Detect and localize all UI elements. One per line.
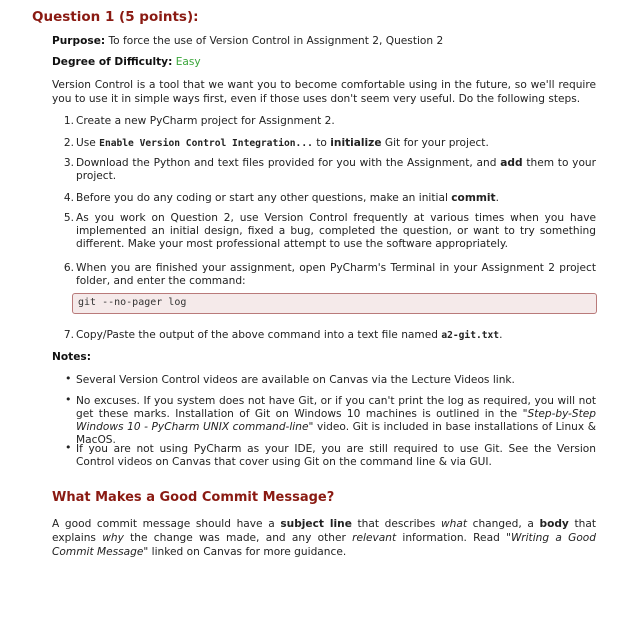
notes-heading: Notes: [52, 351, 91, 363]
difficulty-value: Easy [175, 56, 201, 68]
note-text: Several Version Control videos are available on Canvas via the Lecture Videos link. [76, 374, 515, 386]
step-text: Copy/Paste the output of the above command into a text file named a2-git.txt. [76, 329, 503, 341]
step-number: 6. [63, 262, 74, 274]
purpose-label: Purpose: [52, 35, 106, 47]
note-text: If you are not using PyCharm as your IDE, you are still required to use Git. See the Version Control videos on Canvas that cover using Git on the command line & via GUI. [76, 443, 596, 468]
bullet-icon: • [65, 441, 72, 454]
step-number: 1. [63, 115, 74, 127]
step-number: 2. [63, 137, 74, 149]
difficulty-label: Degree of Difficulty: [52, 56, 173, 68]
step-text: Create a new PyCharm project for Assignment 2. [76, 115, 335, 127]
menu-command-code: Enable Version Control Integration... [99, 138, 313, 149]
step-text: Download the Python and text files provided for you with the Assignment, and add them to your project. [76, 157, 597, 182]
filename-code: a2-git.txt [441, 330, 500, 341]
purpose-text: To force the use of Version Control in Assignment 2, Question 2 [108, 35, 444, 47]
step-number: 7. [63, 329, 74, 341]
commit-message-paragraph: A good commit message should have a subject line that describes what changed, a body that explains why the change was made, and any other relevant information. Read "Writing a Good Commit Message" linked on Canvas for more guidance. [52, 518, 597, 558]
purpose-line [52, 35, 443, 47]
intro-paragraph: Version Control is a tool that we want you to become comfortable using in the future, so we'll require you to use it in simple ways first, even if those uses don't seem very useful. Do the following steps. [52, 79, 596, 105]
bullet-icon: • [65, 393, 72, 406]
step-text: As you work on Question 2, use Version Control frequently at various times when you have implemented an initial design, fixed a bug, completed the question, or want to try something different. Make your most professional attempt to use the software appropriately. [76, 212, 596, 250]
question-title: Question 1 (5 points): [32, 9, 199, 25]
difficulty-line [52, 56, 201, 68]
bullet-icon: • [65, 372, 72, 385]
step-number: 4. [63, 192, 74, 204]
commit-message-heading: What Makes a Good Commit Message? [52, 490, 335, 505]
note-text: No excuses. If you system does not have Git, or if you can't print the log as required, you will not get these marks. Installation of Git on Windows 10 machines is outlined in the "Step-by-Step Windows 10 - PyCharm UNIX command-line" video. Git is included in base installations of Linux & MacOS. [76, 395, 596, 446]
step-number: 3. [63, 157, 74, 169]
step-text: Before you do any coding or start any other questions, make an initial commit. [76, 192, 499, 204]
step-text: Use Enable Version Control Integration... to initialize Git for your project. [76, 137, 489, 149]
step-number: 5. [63, 212, 74, 224]
command-code-box: git --no-pager log [72, 293, 597, 314]
step-text: When you are finished your assignment, open PyCharm's Terminal in your Assignment 2 project folder, and enter the command: [76, 262, 596, 287]
